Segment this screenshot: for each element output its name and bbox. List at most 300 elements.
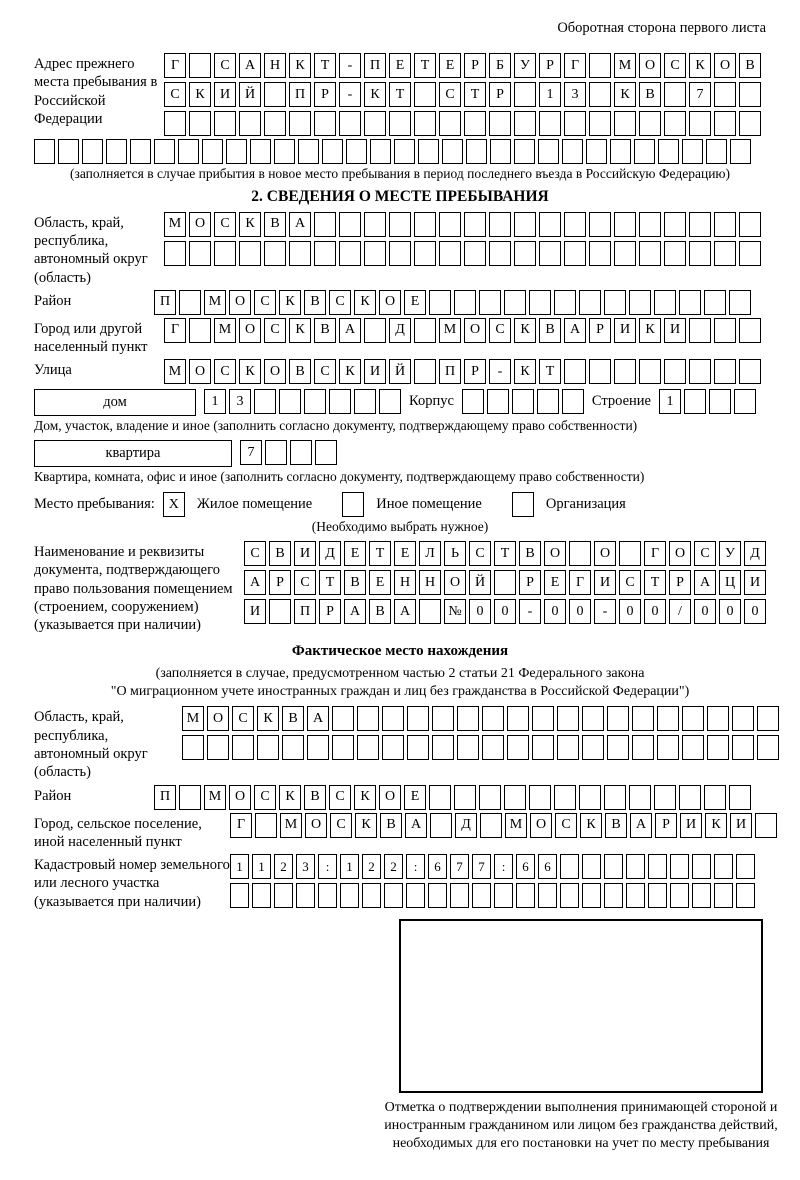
char-cell[interactable]: К (514, 359, 536, 384)
char-cell[interactable]: 1 (659, 389, 681, 414)
char-cell[interactable]: Г (164, 318, 186, 343)
char-cell[interactable]: В (519, 541, 541, 566)
char-cell[interactable] (189, 111, 211, 136)
char-cell[interactable]: Г (230, 813, 252, 838)
char-cell[interactable] (164, 111, 186, 136)
char-cell[interactable]: О (379, 290, 401, 315)
char-cell[interactable]: А (564, 318, 586, 343)
char-cell[interactable] (432, 706, 454, 731)
char-cell[interactable] (364, 318, 386, 343)
char-cell[interactable] (252, 883, 271, 908)
char-cell[interactable] (354, 389, 376, 414)
char-cell[interactable]: Л (419, 541, 441, 566)
char-cell[interactable] (389, 241, 411, 266)
char-cell[interactable]: О (530, 813, 552, 838)
char-cell[interactable]: Е (439, 53, 461, 78)
char-cell[interactable]: И (680, 813, 702, 838)
char-cell[interactable] (706, 139, 727, 164)
char-cell[interactable]: 1 (252, 854, 271, 879)
char-cell[interactable]: Р (319, 599, 341, 624)
char-cell[interactable] (230, 883, 249, 908)
char-cell[interactable] (707, 735, 729, 760)
char-cell[interactable] (514, 139, 535, 164)
char-cell[interactable]: К (279, 290, 301, 315)
char-cell[interactable] (589, 111, 611, 136)
char-cell[interactable] (264, 111, 286, 136)
char-cell[interactable] (734, 389, 756, 414)
char-cell[interactable]: Г (564, 53, 586, 78)
char-cell[interactable]: Р (314, 82, 336, 107)
char-cell[interactable]: П (154, 290, 176, 315)
char-cell[interactable]: У (514, 53, 536, 78)
char-cell[interactable]: Н (419, 570, 441, 595)
char-cell[interactable]: Р (655, 813, 677, 838)
char-cell[interactable] (414, 359, 436, 384)
char-cell[interactable]: М (614, 53, 636, 78)
char-cell[interactable]: 2 (274, 854, 293, 879)
char-cell[interactable]: Е (394, 541, 416, 566)
char-cell[interactable]: А (694, 570, 716, 595)
char-cell[interactable]: - (339, 82, 361, 107)
char-cell[interactable] (179, 290, 201, 315)
char-cell[interactable] (364, 241, 386, 266)
char-cell[interactable]: С (232, 706, 254, 731)
char-cell[interactable] (428, 883, 447, 908)
char-cell[interactable] (679, 290, 701, 315)
char-cell[interactable] (619, 541, 641, 566)
char-cell[interactable] (58, 139, 79, 164)
char-cell[interactable] (370, 139, 391, 164)
char-cell[interactable] (314, 111, 336, 136)
char-cell[interactable]: П (364, 53, 386, 78)
char-cell[interactable] (494, 570, 516, 595)
char-cell[interactable] (346, 139, 367, 164)
char-cell[interactable] (34, 139, 55, 164)
char-cell[interactable] (692, 883, 711, 908)
char-cell[interactable] (714, 854, 733, 879)
char-cell[interactable] (364, 212, 386, 237)
char-cell[interactable] (714, 359, 736, 384)
char-cell[interactable] (439, 212, 461, 237)
char-cell[interactable]: 6 (516, 854, 535, 879)
char-cell[interactable] (207, 735, 229, 760)
char-cell[interactable] (357, 706, 379, 731)
char-cell[interactable] (182, 735, 204, 760)
char-cell[interactable]: М (280, 813, 302, 838)
char-cell[interactable] (654, 290, 676, 315)
char-cell[interactable] (214, 241, 236, 266)
char-cell[interactable]: С (264, 318, 286, 343)
char-cell[interactable] (582, 854, 601, 879)
char-cell[interactable]: К (354, 290, 376, 315)
char-cell[interactable] (529, 785, 551, 810)
char-cell[interactable] (414, 82, 436, 107)
char-cell[interactable]: - (339, 53, 361, 78)
char-cell[interactable]: Й (389, 359, 411, 384)
char-cell[interactable] (648, 854, 667, 879)
char-cell[interactable]: П (294, 599, 316, 624)
char-cell[interactable] (589, 241, 611, 266)
char-cell[interactable] (657, 735, 679, 760)
char-cell[interactable] (729, 785, 751, 810)
char-cell[interactable]: В (605, 813, 627, 838)
char-cell[interactable] (339, 111, 361, 136)
char-cell[interactable] (407, 735, 429, 760)
char-cell[interactable]: М (204, 785, 226, 810)
char-cell[interactable] (732, 706, 754, 731)
char-cell[interactable]: С (254, 290, 276, 315)
char-cell[interactable]: Ь (444, 541, 466, 566)
char-cell[interactable] (82, 139, 103, 164)
char-cell[interactable] (318, 883, 337, 908)
char-cell[interactable]: С (329, 290, 351, 315)
char-cell[interactable] (439, 111, 461, 136)
char-cell[interactable]: 0 (619, 599, 641, 624)
char-cell[interactable]: Д (389, 318, 411, 343)
char-cell[interactable] (537, 389, 559, 414)
char-cell[interactable]: С (555, 813, 577, 838)
char-cell[interactable] (529, 290, 551, 315)
char-cell[interactable]: К (364, 82, 386, 107)
char-cell[interactable] (714, 82, 736, 107)
stay-type-checkbox-other[interactable] (342, 492, 364, 517)
char-cell[interactable] (604, 854, 623, 879)
char-cell[interactable] (154, 139, 175, 164)
char-cell[interactable]: К (257, 706, 279, 731)
char-cell[interactable] (429, 785, 451, 810)
char-cell[interactable]: 0 (569, 599, 591, 624)
char-cell[interactable] (202, 139, 223, 164)
char-cell[interactable] (634, 139, 655, 164)
char-cell[interactable] (604, 290, 626, 315)
char-cell[interactable] (419, 599, 441, 624)
char-cell[interactable] (589, 82, 611, 107)
char-cell[interactable] (265, 440, 287, 465)
char-cell[interactable]: С (164, 82, 186, 107)
char-cell[interactable] (539, 241, 561, 266)
char-cell[interactable] (274, 139, 295, 164)
char-cell[interactable]: В (639, 82, 661, 107)
char-cell[interactable]: А (394, 599, 416, 624)
char-cell[interactable] (604, 785, 626, 810)
char-cell[interactable] (414, 318, 436, 343)
char-cell[interactable] (255, 813, 277, 838)
char-cell[interactable] (189, 53, 211, 78)
char-cell[interactable] (232, 735, 254, 760)
char-cell[interactable] (538, 883, 557, 908)
char-cell[interactable]: Д (319, 541, 341, 566)
char-cell[interactable] (682, 735, 704, 760)
char-cell[interactable]: № (444, 599, 466, 624)
char-cell[interactable]: С (244, 541, 266, 566)
char-cell[interactable] (482, 706, 504, 731)
char-cell[interactable]: Т (314, 53, 336, 78)
char-cell[interactable]: О (189, 212, 211, 237)
char-cell[interactable] (282, 735, 304, 760)
char-cell[interactable] (389, 111, 411, 136)
char-cell[interactable] (364, 111, 386, 136)
char-cell[interactable] (414, 241, 436, 266)
char-cell[interactable] (657, 706, 679, 731)
char-cell[interactable]: И (614, 318, 636, 343)
char-cell[interactable] (274, 883, 293, 908)
char-cell[interactable] (539, 111, 561, 136)
char-cell[interactable] (239, 111, 261, 136)
char-cell[interactable]: Р (519, 570, 541, 595)
char-cell[interactable]: Е (544, 570, 566, 595)
char-cell[interactable] (504, 785, 526, 810)
char-cell[interactable]: : (406, 854, 425, 879)
char-cell[interactable]: 3 (296, 854, 315, 879)
char-cell[interactable] (489, 241, 511, 266)
char-cell[interactable]: 2 (362, 854, 381, 879)
char-cell[interactable]: О (239, 318, 261, 343)
char-cell[interactable] (626, 854, 645, 879)
char-cell[interactable] (296, 883, 315, 908)
char-cell[interactable] (304, 389, 326, 414)
char-cell[interactable]: Н (394, 570, 416, 595)
char-cell[interactable] (707, 706, 729, 731)
char-cell[interactable]: : (494, 854, 513, 879)
char-cell[interactable]: К (689, 53, 711, 78)
char-cell[interactable]: Е (404, 785, 426, 810)
char-cell[interactable]: В (304, 785, 326, 810)
char-cell[interactable]: 7 (450, 854, 469, 879)
char-cell[interactable] (382, 735, 404, 760)
char-cell[interactable]: Р (489, 82, 511, 107)
char-cell[interactable]: Т (389, 82, 411, 107)
char-cell[interactable] (658, 139, 679, 164)
char-cell[interactable]: С (214, 212, 236, 237)
char-cell[interactable] (462, 389, 484, 414)
char-cell[interactable]: К (189, 82, 211, 107)
char-cell[interactable] (564, 241, 586, 266)
char-cell[interactable] (614, 212, 636, 237)
char-cell[interactable]: И (730, 813, 752, 838)
char-cell[interactable]: А (289, 212, 311, 237)
char-cell[interactable]: О (305, 813, 327, 838)
char-cell[interactable] (736, 883, 755, 908)
char-cell[interactable] (692, 854, 711, 879)
char-cell[interactable]: 3 (229, 389, 251, 414)
char-cell[interactable]: С (664, 53, 686, 78)
char-cell[interactable]: В (380, 813, 402, 838)
char-cell[interactable] (538, 139, 559, 164)
char-cell[interactable]: И (744, 570, 766, 595)
char-cell[interactable]: Й (469, 570, 491, 595)
char-cell[interactable] (689, 111, 711, 136)
char-cell[interactable]: О (264, 359, 286, 384)
char-cell[interactable] (315, 440, 337, 465)
char-cell[interactable] (130, 139, 151, 164)
char-cell[interactable] (307, 735, 329, 760)
char-cell[interactable]: С (254, 785, 276, 810)
char-cell[interactable] (757, 706, 779, 731)
char-cell[interactable]: М (182, 706, 204, 731)
char-cell[interactable]: П (289, 82, 311, 107)
char-cell[interactable]: О (189, 359, 211, 384)
char-cell[interactable] (714, 883, 733, 908)
char-cell[interactable] (629, 785, 651, 810)
char-cell[interactable] (429, 290, 451, 315)
char-cell[interactable]: О (444, 570, 466, 595)
char-cell[interactable] (739, 241, 761, 266)
char-cell[interactable]: О (464, 318, 486, 343)
char-cell[interactable] (589, 212, 611, 237)
char-cell[interactable] (514, 82, 536, 107)
char-cell[interactable] (729, 290, 751, 315)
char-cell[interactable] (298, 139, 319, 164)
char-cell[interactable]: Е (344, 541, 366, 566)
char-cell[interactable] (454, 785, 476, 810)
char-cell[interactable]: 6 (428, 854, 447, 879)
char-cell[interactable]: К (354, 785, 376, 810)
char-cell[interactable]: А (630, 813, 652, 838)
char-cell[interactable] (714, 111, 736, 136)
char-cell[interactable]: Т (319, 570, 341, 595)
char-cell[interactable]: 1 (340, 854, 359, 879)
char-cell[interactable]: Т (414, 53, 436, 78)
char-cell[interactable] (682, 706, 704, 731)
char-cell[interactable]: П (439, 359, 461, 384)
char-cell[interactable]: В (369, 599, 391, 624)
char-cell[interactable]: К (614, 82, 636, 107)
char-cell[interactable]: 1 (230, 854, 249, 879)
char-cell[interactable]: - (594, 599, 616, 624)
char-cell[interactable] (466, 139, 487, 164)
char-cell[interactable]: 0 (469, 599, 491, 624)
char-cell[interactable] (569, 541, 591, 566)
char-cell[interactable] (480, 813, 502, 838)
char-cell[interactable] (394, 139, 415, 164)
char-cell[interactable]: С (330, 813, 352, 838)
char-cell[interactable] (189, 318, 211, 343)
char-cell[interactable]: 1 (539, 82, 561, 107)
char-cell[interactable] (739, 318, 761, 343)
char-cell[interactable] (489, 212, 511, 237)
char-cell[interactable] (682, 139, 703, 164)
char-cell[interactable]: В (264, 212, 286, 237)
char-cell[interactable]: К (239, 212, 261, 237)
char-cell[interactable] (689, 212, 711, 237)
char-cell[interactable]: М (439, 318, 461, 343)
char-cell[interactable] (414, 111, 436, 136)
char-cell[interactable] (418, 139, 439, 164)
char-cell[interactable]: О (229, 785, 251, 810)
char-cell[interactable] (379, 389, 401, 414)
char-cell[interactable] (264, 241, 286, 266)
char-cell[interactable] (472, 883, 491, 908)
char-cell[interactable] (607, 735, 629, 760)
char-cell[interactable] (739, 212, 761, 237)
char-cell[interactable] (464, 212, 486, 237)
char-cell[interactable] (582, 735, 604, 760)
char-cell[interactable]: О (207, 706, 229, 731)
char-cell[interactable]: 7 (472, 854, 491, 879)
char-cell[interactable] (357, 735, 379, 760)
char-cell[interactable] (739, 359, 761, 384)
char-cell[interactable] (164, 241, 186, 266)
char-cell[interactable]: / (669, 599, 691, 624)
char-cell[interactable]: 0 (644, 599, 666, 624)
char-cell[interactable]: Б (489, 53, 511, 78)
char-cell[interactable]: 0 (544, 599, 566, 624)
char-cell[interactable] (254, 389, 276, 414)
char-cell[interactable] (389, 212, 411, 237)
char-cell[interactable]: 0 (694, 599, 716, 624)
char-cell[interactable] (457, 735, 479, 760)
char-cell[interactable]: Ц (719, 570, 741, 595)
char-cell[interactable] (332, 735, 354, 760)
char-cell[interactable] (516, 883, 535, 908)
char-cell[interactable]: А (344, 599, 366, 624)
char-cell[interactable]: К (279, 785, 301, 810)
char-cell[interactable] (626, 883, 645, 908)
char-cell[interactable]: 7 (689, 82, 711, 107)
char-cell[interactable]: Г (569, 570, 591, 595)
char-cell[interactable]: В (282, 706, 304, 731)
char-cell[interactable]: С (214, 53, 236, 78)
char-cell[interactable]: М (204, 290, 226, 315)
char-cell[interactable] (736, 854, 755, 879)
char-cell[interactable]: Р (464, 359, 486, 384)
char-cell[interactable] (714, 318, 736, 343)
char-cell[interactable]: А (307, 706, 329, 731)
char-cell[interactable] (514, 111, 536, 136)
char-cell[interactable]: 0 (744, 599, 766, 624)
char-cell[interactable] (557, 706, 579, 731)
char-cell[interactable]: В (539, 318, 561, 343)
char-cell[interactable] (554, 785, 576, 810)
char-cell[interactable]: О (229, 290, 251, 315)
char-cell[interactable] (689, 241, 711, 266)
char-cell[interactable]: : (318, 854, 337, 879)
char-cell[interactable]: М (164, 212, 186, 237)
char-cell[interactable] (664, 111, 686, 136)
char-cell[interactable]: Т (464, 82, 486, 107)
char-cell[interactable] (454, 290, 476, 315)
char-cell[interactable] (430, 813, 452, 838)
char-cell[interactable] (560, 854, 579, 879)
char-cell[interactable] (479, 785, 501, 810)
char-cell[interactable] (582, 883, 601, 908)
char-cell[interactable] (479, 290, 501, 315)
char-cell[interactable] (290, 440, 312, 465)
char-cell[interactable]: Т (369, 541, 391, 566)
char-cell[interactable]: Е (369, 570, 391, 595)
char-cell[interactable] (614, 111, 636, 136)
char-cell[interactable]: С (214, 359, 236, 384)
char-cell[interactable] (340, 883, 359, 908)
char-cell[interactable]: Г (644, 541, 666, 566)
char-cell[interactable]: С (294, 570, 316, 595)
char-cell[interactable]: Т (539, 359, 561, 384)
char-cell[interactable] (432, 735, 454, 760)
char-cell[interactable] (757, 735, 779, 760)
char-cell[interactable]: К (289, 53, 311, 78)
char-cell[interactable]: - (489, 359, 511, 384)
char-cell[interactable] (639, 359, 661, 384)
char-cell[interactable]: К (289, 318, 311, 343)
char-cell[interactable]: Г (164, 53, 186, 78)
char-cell[interactable] (414, 212, 436, 237)
char-cell[interactable]: С (469, 541, 491, 566)
char-cell[interactable]: К (339, 359, 361, 384)
char-cell[interactable] (554, 290, 576, 315)
char-cell[interactable] (239, 241, 261, 266)
char-cell[interactable] (557, 735, 579, 760)
char-cell[interactable] (564, 111, 586, 136)
